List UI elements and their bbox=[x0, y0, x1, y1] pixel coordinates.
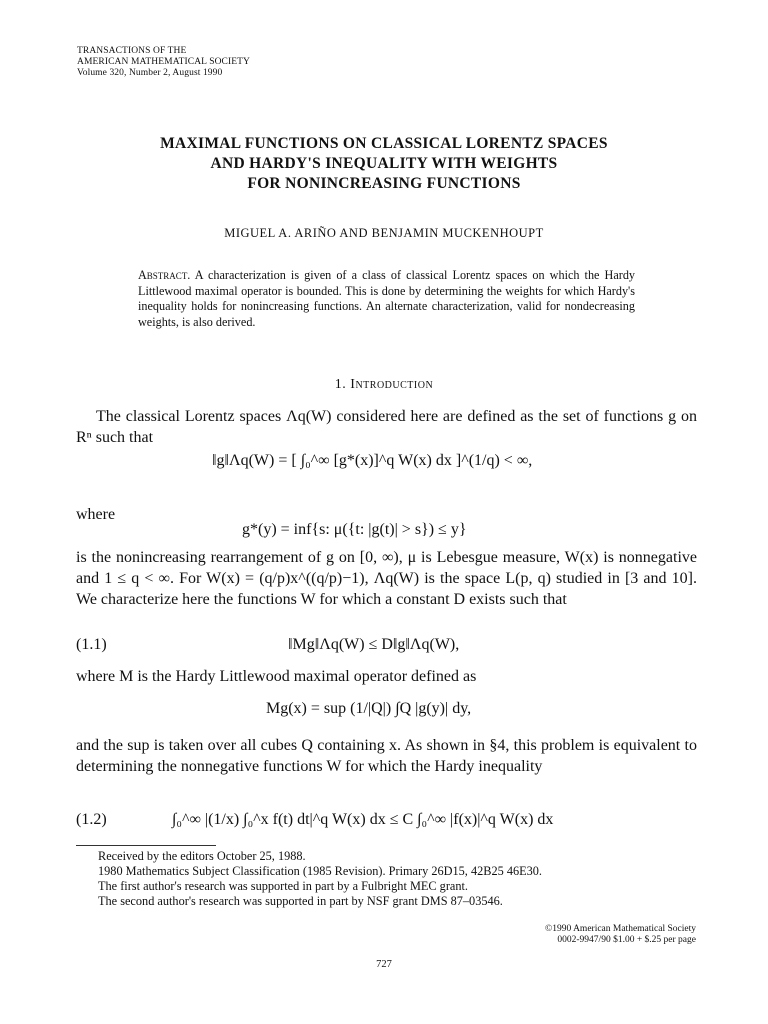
abstract-text: A characterization is given of a class of classical Lorentz spaces on which the Hardy Littlewood maximal operator is bounded. This is done by determining the weights for which Hardy's inequality holds for nonincreasing functions. An alternate characterization, valid for nondecreasing weights, is also derived. bbox=[138, 268, 636, 329]
copyright-line-2: 0002-9947/90 $1.00 + $.25 per page bbox=[557, 935, 696, 945]
copyright-notice bbox=[545, 924, 696, 946]
footnote-classification: 1980 Mathematics Subject Classification (1985 Revision). Primary 26D15, 42B25 46E30. bbox=[98, 864, 543, 878]
journal-line-2: AMERICAN MATHEMATICAL SOCIETY bbox=[77, 57, 251, 67]
equation-norm: ‖g‖Λq(W) = [ ∫₀^∞ [g*(x)]^q W(x) dx ]^(1/q) < ∞, bbox=[212, 452, 533, 469]
section-heading: 1. Introduction bbox=[334, 377, 434, 392]
equation-label-1-1: (1.1) bbox=[76, 636, 107, 653]
footnotes bbox=[98, 849, 698, 909]
where-text-1: where bbox=[76, 506, 116, 523]
footnote-divider bbox=[76, 845, 216, 846]
equation-1-1: ‖Mg‖Λq(W) ≤ D‖g‖Λq(W), bbox=[288, 636, 460, 653]
equation-1-2: ∫₀^∞ |(1/x) ∫₀^x f(t) dt|^q W(x) dx ≤ C ∫₀^∞ |f(x)|^q W(x) dx bbox=[172, 811, 554, 828]
paragraph-2: is the nonincreasing rearrangement of g on [0, ∞), μ is Lebesgue measure, W(x) is nonnegative and 1 ≤ q < ∞. For W(x) = (q/p)x^((q/p)−1), Λq(W) is the space L(p, q) studied in [3 and 10]. We characterize here the functions W for which a constant D exists such that bbox=[76, 549, 697, 608]
journal-line-1: TRANSACTIONS OF THE bbox=[77, 46, 187, 56]
title-line-2: AND HARDY'S INEQUALITY WITH WEIGHTS bbox=[210, 155, 558, 172]
authors: MIGUEL A. ARIÑO AND BENJAMIN MUCKENHOUPT bbox=[224, 226, 544, 240]
journal-header bbox=[77, 46, 250, 79]
journal-line-3: Volume 320, Number 2, August 1990 bbox=[77, 68, 223, 78]
footnote-received: Received by the editors October 25, 1988. bbox=[98, 849, 306, 863]
copyright-line-1: ©1990 American Mathematical Society bbox=[545, 924, 696, 934]
equation-label-1-2: (1.2) bbox=[76, 811, 107, 828]
abstract-label: Abstract. bbox=[138, 268, 191, 282]
page-number: 727 bbox=[376, 959, 392, 970]
where-text-2: where M is the Hardy Littlewood maximal operator defined as bbox=[76, 668, 477, 685]
footnote-second-author: The second author's research was supported in part by NSF grant DMS 87–03546. bbox=[98, 894, 503, 908]
paper-title bbox=[0, 134, 768, 194]
equation-rearrangement: g*(y) = inf{s: μ({t: |g(t)| > s}) ≤ y} bbox=[242, 521, 467, 538]
footnote-first-author: The first author's research was supported in part by a Fulbright MEC grant. bbox=[98, 879, 469, 893]
title-line-1: MAXIMAL FUNCTIONS ON CLASSICAL LORENTZ SPACES bbox=[160, 135, 608, 152]
title-line-3: FOR NONINCREASING FUNCTIONS bbox=[247, 175, 521, 192]
paragraph-3: and the sup is taken over all cubes Q containing x. As shown in §4, this problem is equivalent to determining the nonnegative functions W for which the Hardy inequality bbox=[76, 737, 697, 775]
abstract bbox=[138, 268, 635, 330]
equation-maximal: Mg(x) = sup (1/|Q|) ∫Q |g(y)| dy, bbox=[266, 700, 472, 717]
paragraph-1: The classical Lorentz spaces Λq(W) considered here are defined as the set of functions g on Rⁿ such that bbox=[76, 408, 697, 446]
